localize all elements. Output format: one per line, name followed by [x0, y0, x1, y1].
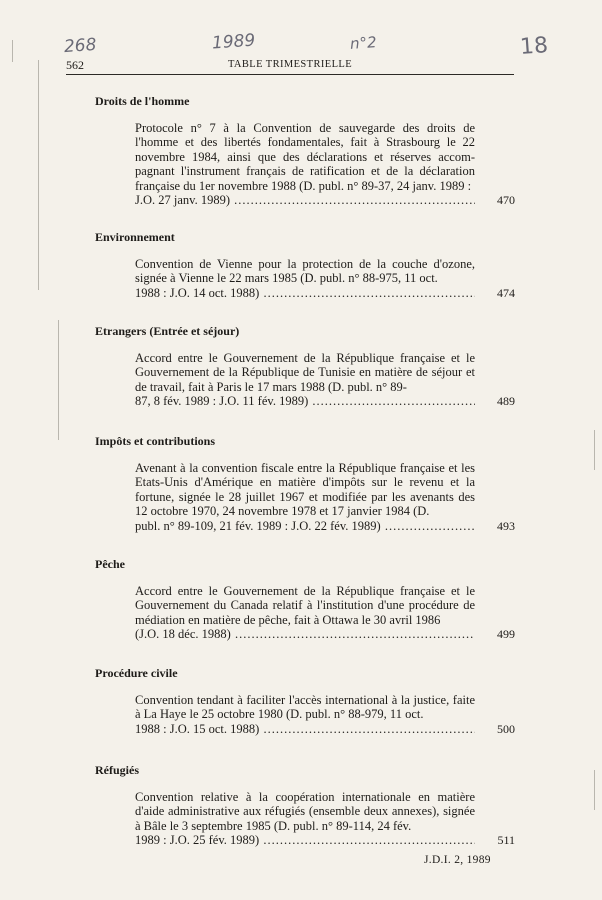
entry-line: Avenant à la convention fiscale entre la République française	[135, 461, 449, 475]
entry-page-number: 499	[497, 627, 515, 642]
entry-last-line: J.O. 27 janv. 1989) .....	[135, 193, 475, 207]
entry-line: 22 novembre 1984, ainsi que des déclarations et réserves accom-	[135, 135, 475, 164]
entry-line: des 12 octobre 1970, 24 novembre 1978 et 17 janvier 1984 (D.	[135, 489, 475, 519]
entry-last-line: publ. n° 89-109, 21 fév. 1989 : J.O. 22 fév. 1989) .....	[135, 519, 475, 533]
toc-entry	[135, 351, 515, 409]
toc-entry	[135, 461, 515, 533]
entry-line: Convention tendant à faciliter l'accès international à la justice,	[135, 693, 453, 707]
section-title: Environnement	[95, 230, 175, 244]
entry-page-number: 493	[497, 518, 515, 533]
section-title: Impôts et contributions	[95, 434, 216, 448]
entry-last-line: 1988 : J.O. 15 oct. 1988) .....	[135, 722, 475, 736]
entry-last-line: 87, 8 fév. 1989 : J.O. 11 fév. 1989) .....	[135, 394, 475, 408]
running-title: TABLE TRIMESTRIELLE	[227, 59, 353, 70]
running-head	[66, 58, 514, 75]
toc-entry	[135, 121, 515, 208]
scan-margin-mark	[58, 320, 59, 440]
section-title: Pêche	[95, 557, 125, 571]
entry-line: d'aide administrative aux réfugiés (ensemble deux annexes),	[135, 804, 444, 819]
entry-page-number: 474	[497, 285, 515, 300]
entry-line: Protocole n° 7 à la Convention de sauvegarde des droits de	[135, 121, 475, 135]
page-number: 562	[66, 58, 84, 72]
section-title: Réfugiés	[95, 763, 139, 777]
section-environnement	[95, 229, 515, 300]
section-title: Procédure civile	[95, 666, 178, 680]
entry-line: Convention de Vienne pour la protection de la couche d'ozone,	[135, 257, 475, 271]
entry-last-line: (J.O. 18 déc. 1988) .....	[135, 627, 475, 641]
entry-line: pagnant l'instrument français de ratification et de la déclaration	[135, 164, 475, 179]
entry-line: le Gouvernement de la République de Tunisie en matière de	[135, 351, 475, 380]
entry-line: Accord entre le Gouvernement de la République française et	[135, 584, 466, 598]
entry-line: l'homme et des libertés fondamentales, fait à Strasbourg le	[135, 135, 463, 150]
entry-line: faite à La Haye le 25 octobre 1980 (D. publ. n° 88-979, 11 oct.	[135, 693, 475, 722]
entry-page-number: 489	[497, 394, 515, 409]
section-impots-et-contributions	[95, 433, 515, 533]
toc-entry	[135, 257, 515, 300]
journal-footer: J.D.I. 2, 1989	[424, 854, 491, 866]
entry-line: Convention relative à la coopération internationale en matière	[135, 790, 475, 804]
entry-line: signée à Vienne le 22 mars 1985 (D. publ. n° 88-975, 11 oct.	[135, 271, 438, 286]
entry-last-line: 1989 : J.O. 25 fév. 1989) .....	[135, 833, 475, 847]
entry-line: signée à Bâle le 3 septembre 1985 (D. publ. n° 89-114, 24 fév.	[135, 804, 475, 833]
entry-page-number: 511	[497, 833, 515, 848]
scan-margin-mark	[594, 770, 595, 810]
entry-line: séjour et de travail, fait à Paris le 17 mars 1988 (D. publ. n° 89-	[135, 365, 475, 394]
toc-entry	[135, 693, 515, 736]
scan-margin-mark	[12, 40, 13, 62]
entry-line: le Gouvernement du Canada relatif à l'institution d'une procédure	[135, 584, 475, 613]
entry-last-line: 1988 : J.O. 14 oct. 1988) .....	[135, 286, 475, 300]
toc-entry	[135, 790, 515, 848]
entry-line: et les Etats-Unis d'Amérique en matière d'impôts sur le revenu	[135, 461, 475, 490]
handwritten-note-268: 268	[63, 34, 98, 58]
entry-line: de médiation en matière de pêche, fait à Ottawa le 30 avril 1986	[135, 598, 475, 627]
handwritten-note-number: n°2	[349, 33, 378, 53]
section-refugies	[95, 762, 515, 848]
entry-line: et la fortune, signée le 28 juillet 1967 et modifiée par les avenants	[135, 475, 475, 504]
section-etrangers	[95, 323, 515, 409]
handwritten-note-1989: 1989	[211, 30, 256, 54]
scan-margin-mark	[594, 430, 595, 470]
entry-line: française du 1er novembre 1988 (D. publ. n° 89-37, 24 janv. 1989 :	[135, 178, 472, 193]
section-title: Droits de l'homme	[95, 94, 190, 108]
section-procedure-civile	[95, 665, 515, 736]
handwritten-note-18: 18	[519, 33, 549, 60]
entry-line: Accord entre le Gouvernement de la République française et	[135, 351, 466, 365]
toc-entry	[135, 584, 515, 642]
scan-margin-mark	[38, 60, 39, 290]
section-peche	[95, 556, 515, 642]
section-droits-de-l-homme	[95, 93, 515, 207]
entry-page-number: 470	[497, 193, 515, 208]
entry-page-number: 500	[497, 721, 515, 736]
section-title: Etrangers (Entrée et séjour)	[95, 324, 240, 338]
